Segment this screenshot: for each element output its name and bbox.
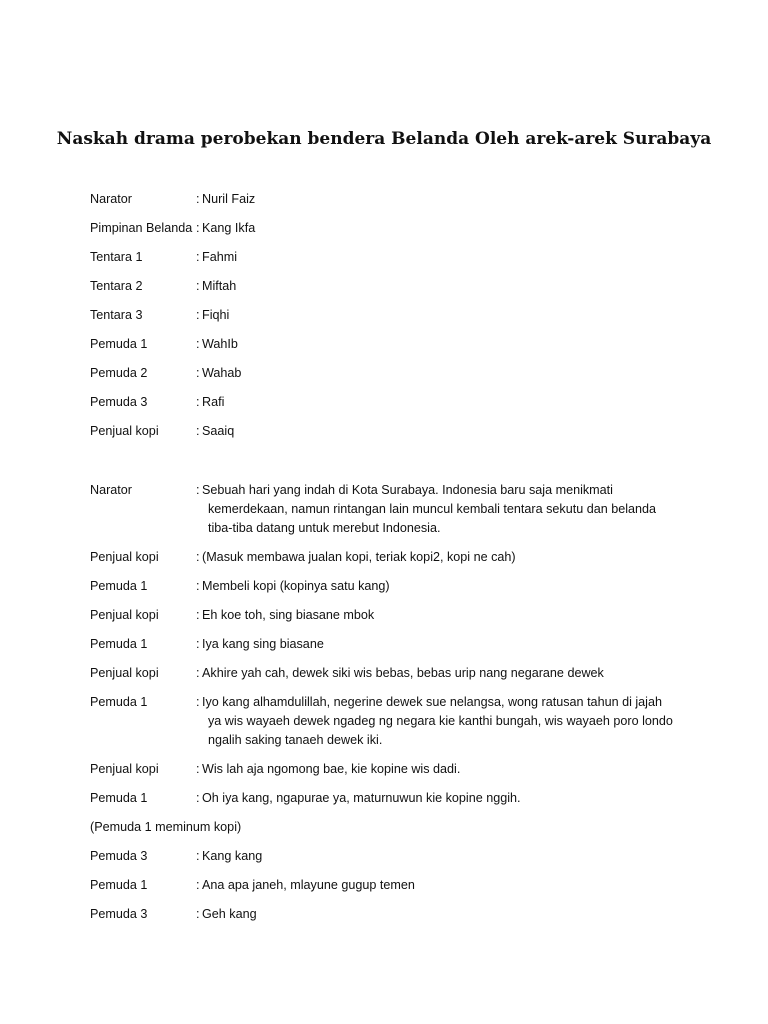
- dialogue-separator: :: [196, 849, 200, 863]
- cast-row: [90, 393, 690, 422]
- dialogue-text-line: Eh koe toh, sing biasane mbok: [202, 608, 375, 622]
- dialogue-separator: :: [196, 579, 200, 593]
- cast-separator: :: [196, 192, 200, 206]
- stage-direction: (Pemuda 1 meminum kopi): [90, 820, 242, 834]
- cast-actor: Nuril Faiz: [202, 192, 256, 206]
- dialogue-line: [90, 905, 690, 924]
- cast-separator: :: [196, 221, 200, 235]
- dialogue-line: [90, 876, 690, 895]
- cast-row: [90, 306, 690, 335]
- cast-separator: :: [196, 424, 200, 438]
- dialogue-line: [90, 635, 690, 654]
- dialogue-text-line: Oh iya kang, ngapurae ya, maturnuwun kie kopine nggih.: [202, 791, 521, 805]
- cast-role: Pimpinan Belanda: [90, 221, 193, 235]
- dialogue-separator: :: [196, 550, 200, 564]
- dialogue-text: [202, 905, 672, 924]
- cast-row: [90, 335, 690, 364]
- cast-separator: :: [196, 279, 200, 293]
- dialogue-text: [202, 760, 672, 779]
- dialogue-separator: :: [196, 483, 200, 497]
- cast-role: Narator: [90, 192, 132, 206]
- cast-row: [90, 219, 690, 248]
- cast-actor: Miftah: [202, 279, 237, 293]
- dialogue-text-line: Geh kang: [202, 907, 257, 921]
- dialogue-separator: :: [196, 666, 200, 680]
- dialogue-text-line: Iya kang sing biasane: [202, 637, 324, 651]
- cast-actor: Fiqhi: [202, 308, 230, 322]
- cast-actor: Saaiq: [202, 424, 235, 438]
- cast-role: Penjual kopi: [90, 424, 159, 438]
- cast-actor: WahIb: [202, 337, 238, 351]
- dialogue-speaker: Penjual kopi: [90, 762, 159, 776]
- dialogue-text-line: Wis lah aja ngomong bae, kie kopine wis dadi.: [202, 762, 461, 776]
- cast-separator: :: [196, 250, 200, 264]
- dialogue-text-line: Akhire yah cah, dewek siki wis bebas, bebas urip nang negarane dewek: [202, 666, 604, 680]
- dialogue-text-line: Sebuah hari yang indah di Kota Surabaya. Indonesia baru saja menikmati: [202, 483, 613, 497]
- cast-role: Tentara 3: [90, 308, 143, 322]
- dialogue-text-line: (Masuk membawa jualan kopi, teriak kopi2, kopi ne cah): [202, 550, 516, 564]
- dialogue-separator: :: [196, 762, 200, 776]
- dialogue-line: [90, 847, 690, 866]
- dialogue-text-line: Iyo kang alhamdulillah, negerine dewek sue nelangsa, wong ratusan tahun di jajah: [202, 695, 662, 709]
- dialogue-separator: :: [196, 637, 200, 651]
- cast-separator: :: [196, 366, 200, 380]
- dialogue-separator: :: [196, 695, 200, 709]
- dialogue-text: [202, 481, 672, 538]
- cast-actor: Fahmi: [202, 250, 237, 264]
- dialogue-section: [90, 481, 690, 934]
- dialogue-speaker: Pemuda 3: [90, 849, 148, 863]
- dialogue-line: [90, 548, 690, 567]
- dialogue-text-line: kemerdekaan, namun rintangan lain muncul kembali tentara sekutu dan belanda: [208, 502, 657, 516]
- dialogue-separator: :: [196, 608, 200, 622]
- dialogue-line: [90, 577, 690, 596]
- dialogue-text: [202, 664, 672, 683]
- dialogue-speaker: Penjual kopi: [90, 666, 159, 680]
- dialogue-text-line: ya wis wayaeh dewek ngadeg ng negara kie kanthi bungah, wis wayaeh poro londo: [208, 714, 673, 728]
- dialogue-speaker: Pemuda 1: [90, 695, 148, 709]
- cast-row: [90, 364, 690, 393]
- dialogue-speaker: Narator: [90, 483, 132, 497]
- dialogue-separator: :: [196, 791, 200, 805]
- dialogue-line: [90, 760, 690, 779]
- cast-role: Pemuda 1: [90, 337, 148, 351]
- dialogue-text: [202, 847, 672, 866]
- dialogue-text: [202, 635, 672, 654]
- cast-role: Tentara 1: [90, 250, 143, 264]
- dialogue-separator: :: [196, 878, 200, 892]
- cast-row: [90, 190, 690, 219]
- dialogue-text: [202, 789, 672, 808]
- cast-row: [90, 422, 690, 451]
- dialogue-line: [90, 693, 690, 750]
- cast-row: [90, 248, 690, 277]
- cast-role: Tentara 2: [90, 279, 143, 293]
- dialogue-text-line: Ana apa janeh, mlayune gugup temen: [202, 878, 415, 892]
- dialogue-text: [202, 548, 672, 567]
- cast-actor: Kang Ikfa: [202, 221, 256, 235]
- dialogue-speaker: Pemuda 1: [90, 637, 148, 651]
- cast-list: [90, 190, 690, 451]
- dialogue-speaker: Pemuda 3: [90, 907, 148, 921]
- dialogue-line: [90, 789, 690, 808]
- dialogue-text-line: tiba-tiba datang untuk merebut Indonesia.: [208, 521, 441, 535]
- dialogue-text: [202, 693, 672, 750]
- cast-separator: :: [196, 308, 200, 322]
- cast-row: [90, 277, 690, 306]
- cast-role: Pemuda 2: [90, 366, 148, 380]
- dialogue-text-line: Kang kang: [202, 849, 263, 863]
- cast-role: Pemuda 3: [90, 395, 148, 409]
- dialogue-line: [90, 481, 690, 538]
- dialogue-speaker: Penjual kopi: [90, 608, 159, 622]
- cast-separator: :: [196, 337, 200, 351]
- cast-actor: Rafi: [202, 395, 225, 409]
- dialogue-text: [202, 606, 672, 625]
- dialogue-line: [90, 606, 690, 625]
- dialogue-text-line: Membeli kopi (kopinya satu kang): [202, 579, 390, 593]
- dialogue-speaker: Pemuda 1: [90, 579, 148, 593]
- dialogue-text: [202, 876, 672, 895]
- dialogue-separator: :: [196, 907, 200, 921]
- dialogue-text-line: ngalih saking tanaeh dewek iki.: [208, 733, 383, 747]
- dialogue-speaker: Penjual kopi: [90, 550, 159, 564]
- dialogue-line: [90, 664, 690, 683]
- dialogue-speaker: Pemuda 1: [90, 791, 148, 805]
- cast-actor: Wahab: [202, 366, 242, 380]
- dialogue-text: [202, 577, 672, 596]
- document-title: Naskah drama perobekan bendera Belanda Oleh arek-arek Surabaya: [56, 129, 712, 149]
- cast-separator: :: [196, 395, 200, 409]
- dialogue-speaker: Pemuda 1: [90, 878, 148, 892]
